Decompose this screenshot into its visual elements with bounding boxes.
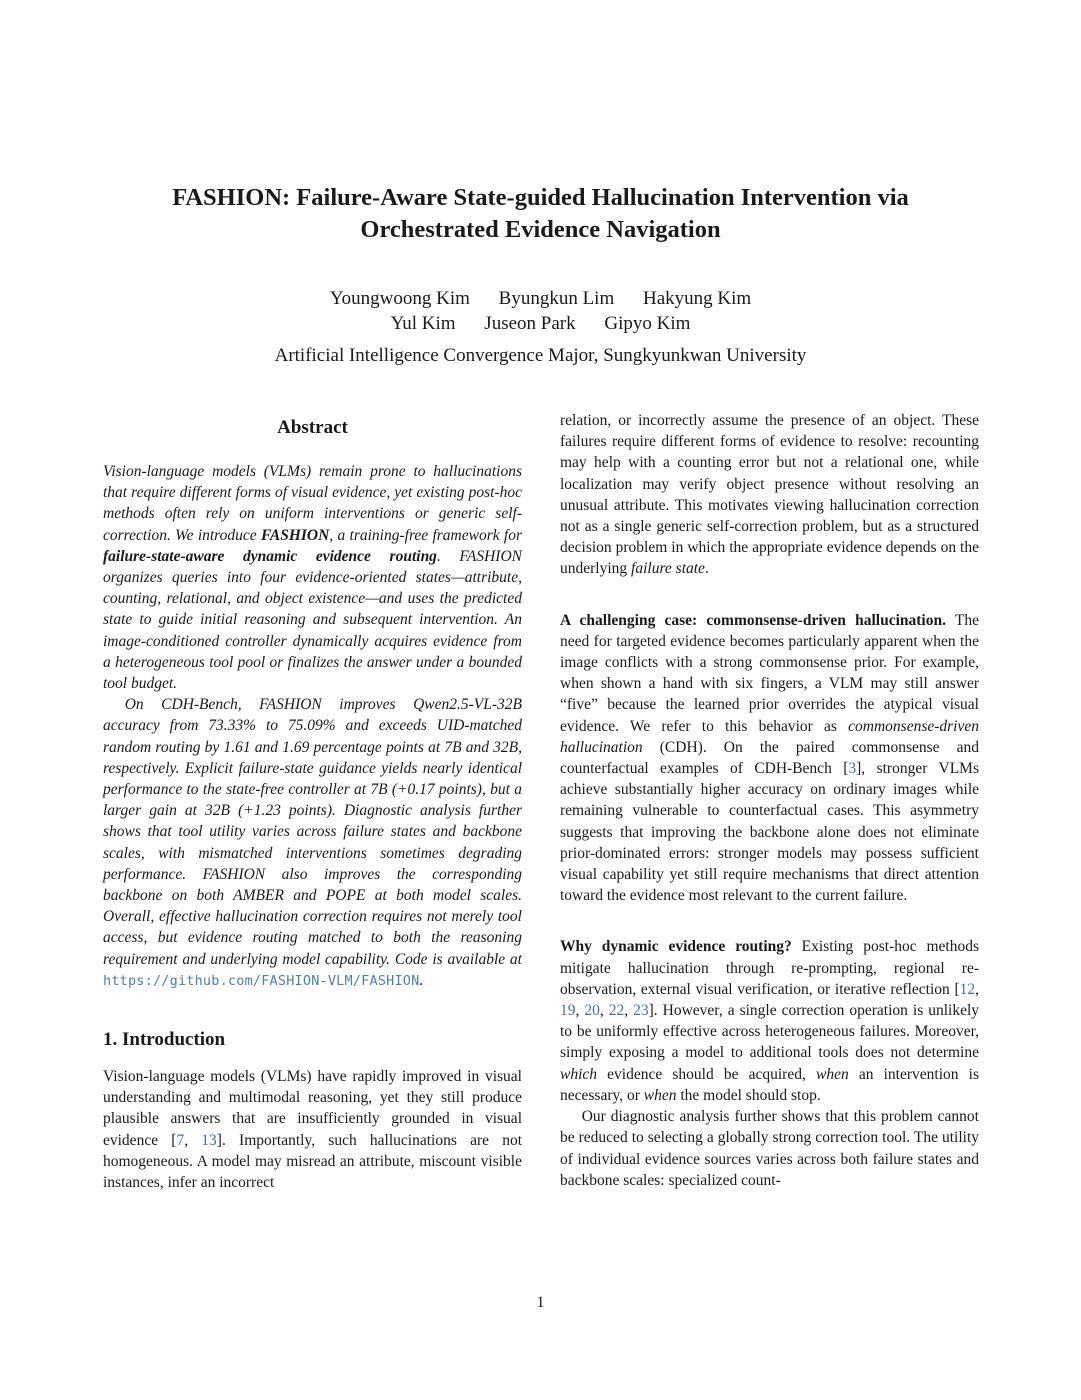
text-run: , xyxy=(575,1002,585,1020)
text-run-italic: failure state xyxy=(631,560,705,578)
citation-link[interactable]: 13 xyxy=(201,1131,217,1149)
text-run: Existing post-hoc methods mitigate hallucination through re-prompting, regional re-observation, external visual verification, or iterative reflection [ xyxy=(560,938,979,998)
text-run: , xyxy=(599,1002,609,1020)
paper-title xyxy=(60,182,1021,246)
abstract-paragraph-2 xyxy=(103,694,522,992)
author-row-1 xyxy=(60,286,1021,311)
abstract-body xyxy=(103,461,522,992)
author-name: Hakyung Kim xyxy=(642,288,752,309)
text-run: . FASHION organizes queries into four evidence-oriented states—attribute, counting, relational, and object existence—and uses the predicted state to guide initial reasoning and subsequent intervention. An image-conditioned controller dynamically acquires evidence from a heterogeneous tool pool or finalizes the answer under a bounded tool budget. xyxy=(103,547,522,693)
text-run: , a training-free framework for xyxy=(329,526,522,544)
text-run: , xyxy=(624,1002,634,1020)
citation-link[interactable]: 12 xyxy=(959,980,976,998)
paragraph-gap xyxy=(560,906,979,936)
text-run: the model should stop. xyxy=(676,1086,821,1104)
right-column xyxy=(560,410,979,1191)
citation-link[interactable]: 7 xyxy=(176,1131,185,1149)
paragraph-gap xyxy=(560,580,979,610)
citation-link[interactable]: 19 xyxy=(560,1002,576,1020)
body-paragraph-cdh xyxy=(560,610,979,907)
text-run-bold: failure-state-aware dynamic evidence routing xyxy=(103,547,437,565)
text-run: Vision-language models (VLMs) remain prone to hallucinations that require different forms of visual evidence, yet existing post-hoc methods often rely on uniform interventions or generic self-correction. We introduce xyxy=(103,463,522,544)
text-run-italic: commonsense-driven hallucination xyxy=(560,717,979,756)
author-name: Byungkun Lim xyxy=(498,288,615,309)
code-link[interactable]: https://github.com/FASHION-VLM/FASHION xyxy=(103,972,420,989)
text-run: ]. However, a single correction operation is unlikely to be uniformly effective across heterogeneous failures. Moreover, simply exposing a model to additional tools does not determine xyxy=(560,1002,980,1062)
author-name: Juseon Park xyxy=(484,313,576,334)
text-run-italic: when xyxy=(816,1065,849,1083)
title-line-1: FASHION: Failure-Aware State-guided Hallucination Intervention via xyxy=(172,184,909,211)
text-run-bold: FASHION xyxy=(260,526,330,544)
run-in-heading: Why dynamic evidence routing? xyxy=(560,938,792,956)
author-name: Youngwoong Kim xyxy=(329,288,470,309)
affiliation: Artificial Intelligence Convergence Major, Sungkyunkwan University xyxy=(274,345,807,366)
text-run: evidence should be acquired, xyxy=(597,1065,816,1083)
author-name: Gipyo Kim xyxy=(604,313,691,334)
citation-link[interactable]: 22 xyxy=(608,1002,625,1020)
section-heading-introduction: 1. Introduction xyxy=(103,1029,226,1051)
text-run: On CDH-Bench, FASHION improves Qwen2.5-VL-32B accuracy from 73.33% to 75.09% and exceeds UID-matched random routing by 1.61 and 1.69 percentage points at 7B and 32B, respectively. Explicit failure-state guidance yields nearly identical performance to the state-free controller at 7B (+0.17 points), but a larger gain at 32B (+1.23 points). Diagnostic analysis further shows that tool utility varies across failure states and backbone scales, with mismatched interventions sometimes degrading performance. FASHION also improves the corresponding backbone on both AMBER and POPE at both model scales. Overall, effective hallucination correction requires not merely tool access, but evidence routing matched to both the reasoning requirement and underlying model capability. Code is available at xyxy=(103,696,522,968)
body-paragraph-failure-states xyxy=(560,410,979,580)
text-run: , xyxy=(975,980,979,998)
title-line-2: Orchestrated Evidence Navigation xyxy=(360,216,721,243)
author-row-2 xyxy=(60,311,1021,336)
body-paragraph-dynamic-routing xyxy=(560,936,979,1106)
text-run: , xyxy=(184,1131,202,1149)
text-run: relation, or incorrectly assume the presence of an object. These failures require different forms of evidence to resolve: recounting may help with a counting error but not a relational one, while localization may verify object presence without resolving an unusual attribute. This motivates viewing hallucination correction not as a single generic self-correction problem, but as a structured decision problem in which the appropriate evidence depends on the underlying xyxy=(560,412,979,578)
text-run: . xyxy=(704,560,709,578)
intro-paragraph-1 xyxy=(103,1066,522,1193)
citation-link[interactable]: 3 xyxy=(848,760,857,778)
text-run: ]. Importantly, such hallucinations are not homogeneous. A model may misread an attribute, miscount visible instances, infer an incorrect xyxy=(103,1131,522,1192)
text-run-italic: which xyxy=(560,1065,598,1083)
text-run: . xyxy=(419,971,424,989)
citation-link[interactable]: 23 xyxy=(633,1002,649,1020)
text-run-italic: when xyxy=(643,1086,677,1104)
body-paragraph-diagnostic: Our diagnostic analysis further shows that this problem cannot be reduced to selecting a globally strong correction tool. The utility of individual evidence sources varies across both failure states and backbone scales: specialized count- xyxy=(560,1108,979,1189)
page-number: 1 xyxy=(536,1294,545,1311)
citation-link[interactable]: 20 xyxy=(584,1002,600,1020)
text-run: The need for targeted evidence becomes particularly apparent when the image conflicts with a strong commonsense prior. For example, when shown a hand with six fingers, a VLM may still answer “five” because the learned prior overrides the atypical visual evidence. We refer to this behavior as xyxy=(560,611,979,735)
text-run: an intervention is necessary, or xyxy=(560,1065,979,1104)
text-run: ], stronger VLMs achieve substantially higher accuracy on ordinary images while remaining vulnerable to counterfactual cases. This asymmetry suggests that improving the backbone alone does not eliminate prior-dominated errors: stronger models may possess sufficient visual capability yet still require mechanisms that direct attention toward the evidence most relevant to the current failure. xyxy=(560,760,979,905)
text-run: (CDH). On the paired commonsense and counterfactual examples of CDH-Bench [ xyxy=(560,738,979,778)
abstract-heading: Abstract xyxy=(277,417,348,438)
text-run: Vision-language models (VLMs) have rapidly improved in visual understanding and multimodal reasoning, yet they still produce plausible answers that are insufficiently grounded in visual evidence [ xyxy=(103,1068,522,1149)
abstract-paragraph-1 xyxy=(103,461,522,694)
run-in-heading: A challenging case: commonsense-driven hallucination. xyxy=(560,611,946,629)
left-column xyxy=(103,410,522,1193)
author-list xyxy=(60,286,1021,336)
author-name: Yul Kim xyxy=(390,313,456,334)
